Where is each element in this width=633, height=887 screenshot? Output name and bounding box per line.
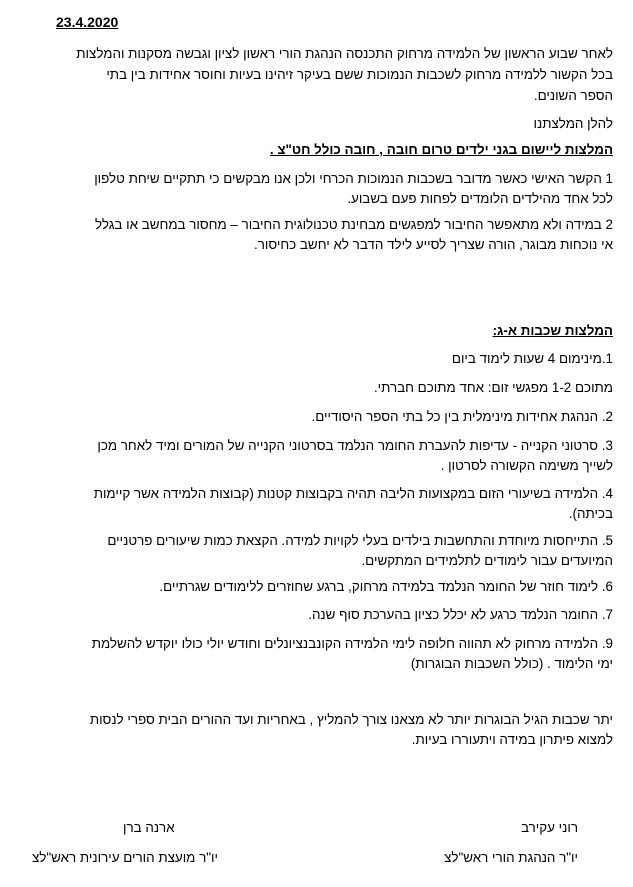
signature-left-name: ארנה ברן [123, 820, 175, 835]
section1-item: 1 הקשר האישי כאשר מדובר בשכבות הנמוכות הכרחי ולכן אנו מבקשים כי תתקיים שיחת טלפון [94, 171, 613, 186]
recommendations-intro: להלן המלצתנו [533, 116, 613, 131]
section1-item: 2 במידה ולא מתאפשר החיבור למפגשים מבחינת טכנולוגית החיבור – מחסור במחשב או בגלל [94, 217, 613, 232]
section2-item: 3. סרטוני הקנייה - עדיפות להעברת החומר הנלמד בסרטוני הקנייה של המורים ומיד לאחר מכן [97, 438, 613, 453]
signature-right-title: יו"ר הנהגת הורי ראש"לצ [444, 850, 578, 865]
section1-item: אי נוכחות מבוגר, הורה שצריך לסייע לילד הדבר לא יחשב כחיסור. [254, 237, 613, 252]
section2-item: 2. הנהגת אחידות מינימלית בין כל בתי הספר היסודיים. [311, 409, 613, 424]
intro-line: לאחר שבוע הראשון של הלמידה מרחוק התכנסה הנהגת הורי ראשון לציון וגבשה מסקנות והמלצות [76, 46, 613, 61]
section2-item: מתוכם 1-2 מפגשי זום: אחד מתוכם חברתי. [373, 380, 613, 395]
closing-line: יתר שכבות הגיל הבוגרות יותר לא מצאנו צורך להמליץ , באחריות ועד ההורים הבית ספרי לנסות [89, 712, 613, 727]
signature-left-title: יו"ר מועצת הורים עירונית ראש"לצ [32, 850, 218, 865]
section2-item: 7. החומר הנלמד כרגע לא יכלל כציון בהערכת סוף שנה. [308, 607, 613, 622]
section2-item: 9. הלמידה מרחוק לא תהווה חלופה לימי הלמידה הקונבנציונלים וחודש יולי כולו יוקדש להשלמת [91, 636, 613, 651]
signature-right-name: רוני עקירב [521, 820, 578, 835]
section1-heading: המלצות ליישום בגני ילדים טרום חובה , חובה כולל חט"צ . [269, 142, 613, 157]
section2-item: המיועדים עבור לימודים לתלמידים המתקשים. [361, 553, 613, 568]
closing-line: למצוא פיתרון במידה ויתעוררו בעיות. [411, 732, 613, 747]
section2-item: ימי הלימוד . (כולל השכבות הבוגרות) [410, 656, 613, 671]
section2-item: 5. התייחסות מיוחדת והתחשבות בילדים בעלי לקויות למידה. הקצאת כמות שיעורים פרטניים [107, 533, 613, 548]
section2-item: בכיתה). [568, 506, 613, 521]
section2-item: 6. לימוד חוזר של החומר הנלמד בלמידה מרחוק, ברגע שחוזרים ללימודים שגרתיים. [159, 579, 613, 594]
section2-item: 4. הלמידה בשיעורי הזום במקצועות הליבה תהיה בקבוצות קטנות (קבוצות הלמידה אשר קיימות [93, 486, 613, 501]
intro-line: בכל הקשור ללמידה מרחוק לשכבות הנמוכות ששם בעיקר זיהינו בעיות וחוסר אחידות בין בתי [106, 67, 613, 82]
section2-item: לשייך משימה הקשורה לסרטון . [440, 458, 613, 473]
section1-item: לכל אחד מהילדים הלומדים לפחות פעם בשבוע. [347, 191, 613, 206]
document-date: 23.4.2020 [56, 14, 119, 30]
section2-item: 1.מינימום 4 שעות לימוד ביום [451, 351, 613, 366]
section2-heading: המלצות שכבות א-ג: [492, 323, 613, 338]
intro-line: הספר השונים. [533, 88, 613, 103]
